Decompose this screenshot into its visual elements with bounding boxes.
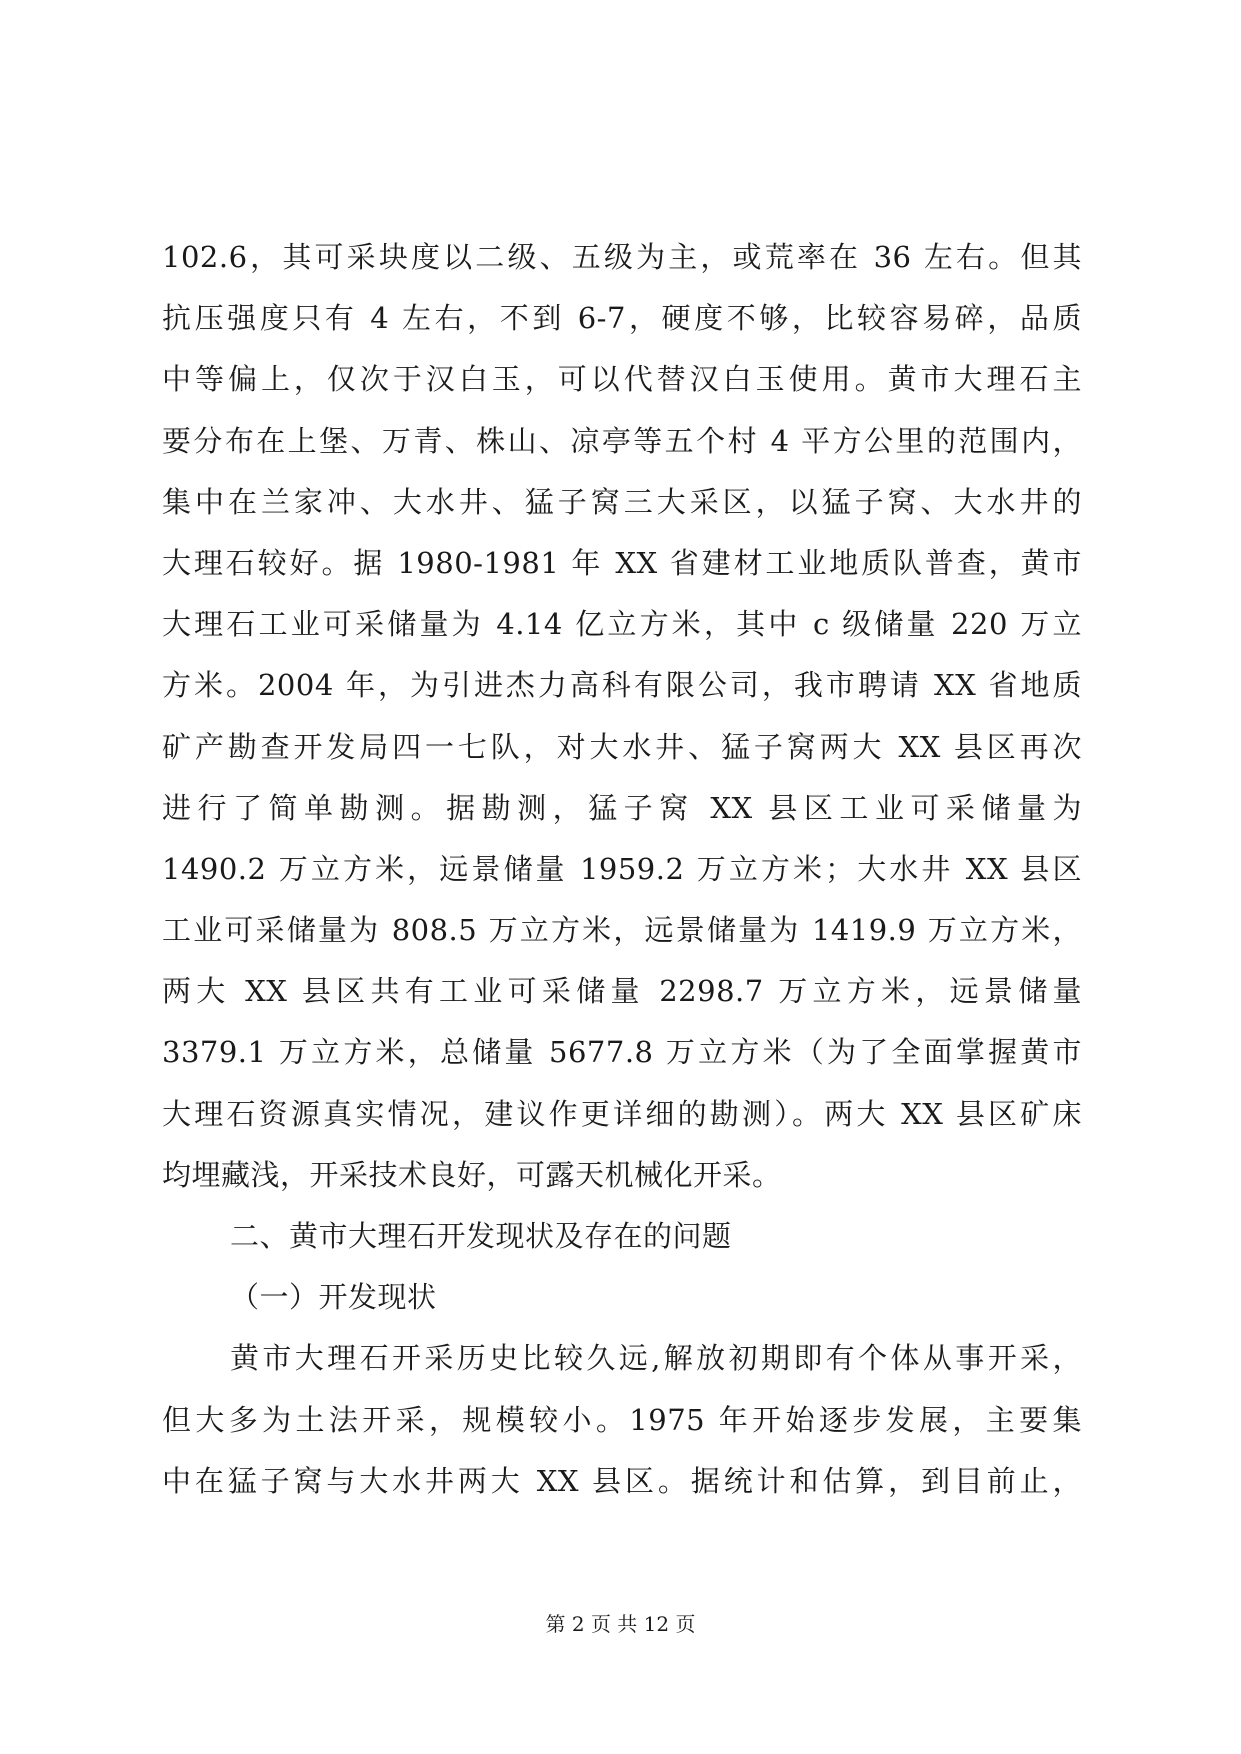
paragraph-line: 但大多为土法开采，规模较小。1975 年开始逐步发展，主要集: [162, 1402, 1082, 1437]
paragraph-line: 均埋藏浅，开采技术良好，可露天机械化开采。: [162, 1157, 782, 1192]
paragraph-line: 两大 XX 县区共有工业可采储量 2298.7 万立方米，远景储量: [162, 974, 1082, 1009]
paragraph-line: 要分布在上堡、万青、株山、凉亭等五个村 4 平方公里的范围内，: [162, 423, 1082, 458]
paragraph-line: 中在猛子窝与大水井两大 XX 县区。据统计和估算，到目前止，: [162, 1463, 1082, 1498]
paragraph-line: 大理石资源真实情况，建议作更详细的勘测）。两大 XX 县区矿床: [162, 1096, 1082, 1131]
paragraph-line: 黄市大理石开采历史比较久远,解放初期即有个体从事开采，: [230, 1341, 1082, 1376]
paragraph-line: 3379.1 万立方米，总储量 5677.8 万立方米（为了全面掌握黄市: [162, 1035, 1082, 1070]
paragraph-line: 工业可采储量为 808.5 万立方米，远景储量为 1419.9 万立方米，: [162, 913, 1082, 948]
paragraph-line: 矿产勘查开发局四一七队，对大水井、猛子窝两大 XX 县区再次: [162, 729, 1082, 764]
subsection-heading: （一）开发现状: [230, 1280, 437, 1315]
paragraph-line: 1490.2 万立方米，远景储量 1959.2 万立方米；大水井 XX 县区: [162, 851, 1082, 886]
section-heading: 二、黄市大理石开发现状及存在的问题: [230, 1219, 732, 1253]
body-text: [162, 227, 1082, 1512]
paragraph-line: 抗压强度只有 4 左右，不到 6-7，硬度不够，比较容易碎，品质: [162, 301, 1082, 336]
paragraph-line: 中等偏上，仅次于汉白玉，可以代替汉白玉使用。黄市大理石主: [162, 362, 1082, 397]
paragraph-line: 方米。2004 年，为引进杰力高科有限公司，我市聘请 XX 省地质: [162, 668, 1082, 703]
paragraph-line: 集中在兰家冲、大水井、猛子窝三大采区，以猛子窝、大水井的: [162, 484, 1082, 519]
paragraph-line: 102.6，其可采块度以二级、五级为主，或荒率在 36 左右。但其: [162, 240, 1082, 274]
paragraph-line: 大理石工业可采储量为 4.14 亿立方米，其中 c 级储量 220 万立: [162, 607, 1082, 642]
paragraph-line: 进行了简单勘测。据勘测，猛子窝 XX 县区工业可采储量为: [162, 790, 1082, 825]
paragraph-line: 大理石较好。据 1980-1981 年 XX 省建材工业地质队普查，黄市: [162, 545, 1082, 580]
page-number-footer: 第 2 页 共 12 页: [545, 1612, 696, 1636]
